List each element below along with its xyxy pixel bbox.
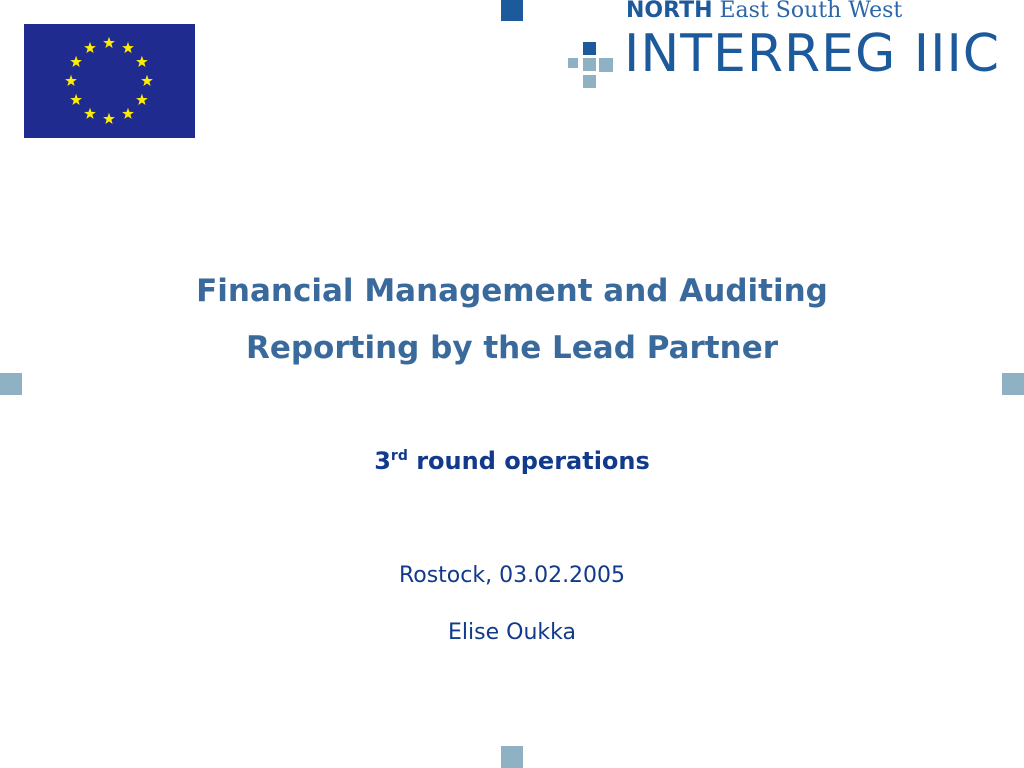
author-name: Elise Oukka <box>448 620 576 645</box>
bottom-edge-marker <box>501 746 523 768</box>
top-corner-marker <box>501 0 523 21</box>
interreg-logo-tagline <box>626 0 902 24</box>
round-ordinal-suffix: rd <box>390 448 408 464</box>
round-subtitle <box>0 447 1024 475</box>
interreg-logo-mark-icon <box>568 42 614 88</box>
round-number: 3 <box>374 447 391 475</box>
logo-directions: East South West <box>719 0 903 23</box>
left-edge-marker <box>0 373 22 395</box>
slide-title-line-1: Financial Management and Auditing <box>196 273 828 309</box>
place-and-date: Rostock, 03.02.2005 <box>398 563 626 588</box>
interreg-logo-name: INTERREG IIIC <box>624 24 1001 84</box>
logo-north-word: NORTH <box>626 0 713 23</box>
round-text: round operations <box>407 447 650 475</box>
slide-title-line-2: Reporting by the Lead Partner <box>245 330 779 366</box>
eu-flag-icon <box>24 24 195 138</box>
right-edge-marker <box>1002 373 1024 395</box>
